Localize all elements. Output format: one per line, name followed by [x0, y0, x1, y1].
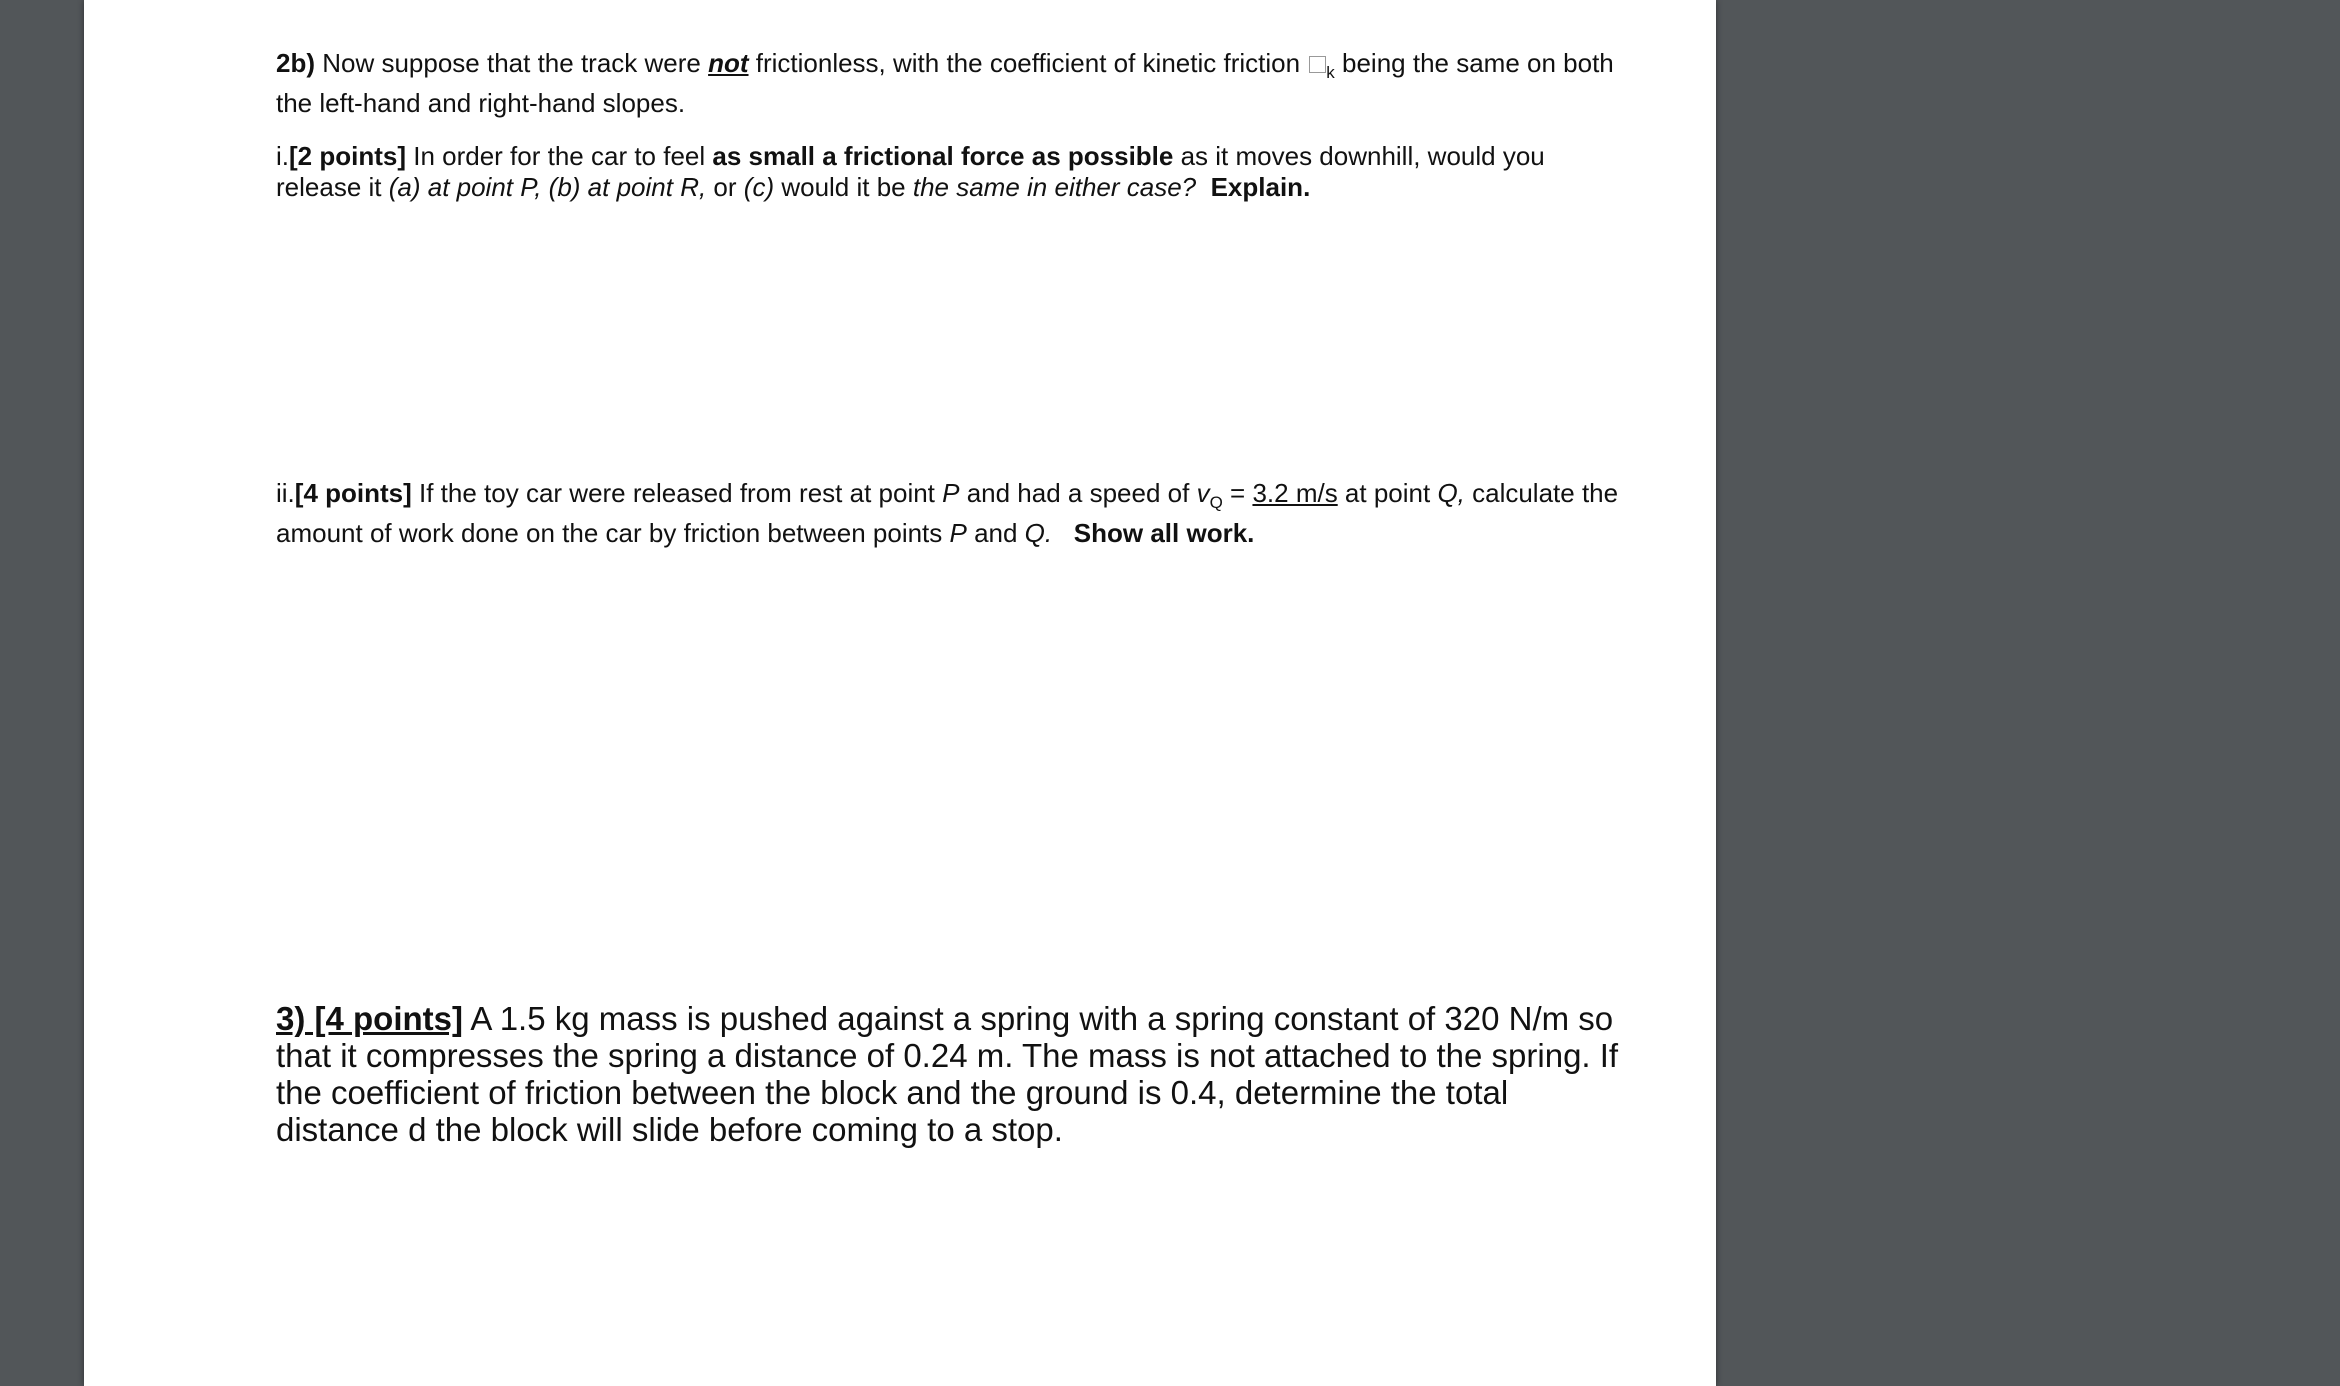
velocity-symbol: v	[1196, 478, 1210, 508]
question-2b-text: frictionless, with the coefficient of kinetic friction	[748, 48, 1308, 78]
question-ii-text: calculate the amount of work done on the car by friction between points	[276, 478, 1619, 549]
question-3	[276, 1000, 1636, 1148]
question-3-text: A 1.5 kg mass is pushed against a spring with a spring constant of 320 N/m so that it compresses the spring a distance of 0.24 m. The mass is not attached to the spring. If the coefficient of friction between the block and the ground is 0.4, determine the total distance d the block will slide before coming to a stop.	[276, 1000, 1619, 1148]
question-2b	[276, 48, 1636, 119]
mu-symbol-icon	[1309, 56, 1326, 73]
question-ii-text: and	[966, 518, 1025, 549]
question-i-points: [2 points]	[289, 141, 406, 171]
question-2b-text: being the same on both the left-hand and right-hand slopes.	[276, 48, 1614, 119]
point-p: P	[949, 518, 967, 549]
question-ii-label: ii.	[276, 478, 295, 508]
question-i-option-ab: (a) at point P, (b) at point R,	[388, 172, 707, 202]
question-i-explain: Explain.	[1210, 172, 1311, 202]
question-i-text: In order for the car to feel	[406, 141, 713, 171]
question-2b-i	[276, 141, 1636, 203]
mu-subscript: k	[1326, 63, 1335, 83]
document-page	[84, 0, 1716, 1386]
point-p: P	[942, 478, 960, 508]
question-ii-points: [4 points]	[294, 478, 412, 508]
question-2b-ii	[276, 478, 1636, 549]
question-3-label: 3) [4 points]	[276, 1000, 463, 1037]
question-2b-text: Now suppose that the track were	[315, 48, 709, 78]
question-ii-show-work: Show all work.	[1073, 518, 1255, 549]
question-i-label: i.	[276, 141, 289, 171]
question-ii-text: If the toy car were released from rest at point	[411, 478, 943, 508]
question-2b-label: 2b)	[276, 48, 315, 78]
point-q: Q.	[1024, 518, 1053, 549]
question-i-bold: as small a frictional force as possible	[712, 141, 1174, 171]
question-2b-emphasis: not	[708, 48, 749, 78]
question-i-option-c: (c)	[743, 172, 775, 202]
question-i-text: as it moves downhill, would you release it	[276, 141, 1545, 202]
point-q: Q,	[1437, 478, 1465, 508]
question-i-text: would it be	[774, 172, 913, 202]
question-ii-text: at point	[1337, 478, 1438, 508]
velocity-subscript: Q	[1209, 493, 1223, 513]
question-ii-text: =	[1222, 478, 1253, 508]
speed-value: 3.2 m/s	[1252, 478, 1338, 508]
question-ii-text: and had a speed of	[959, 478, 1197, 508]
question-i-option-c-text: the same in either case?	[912, 172, 1197, 202]
question-i-text: or	[706, 172, 744, 202]
